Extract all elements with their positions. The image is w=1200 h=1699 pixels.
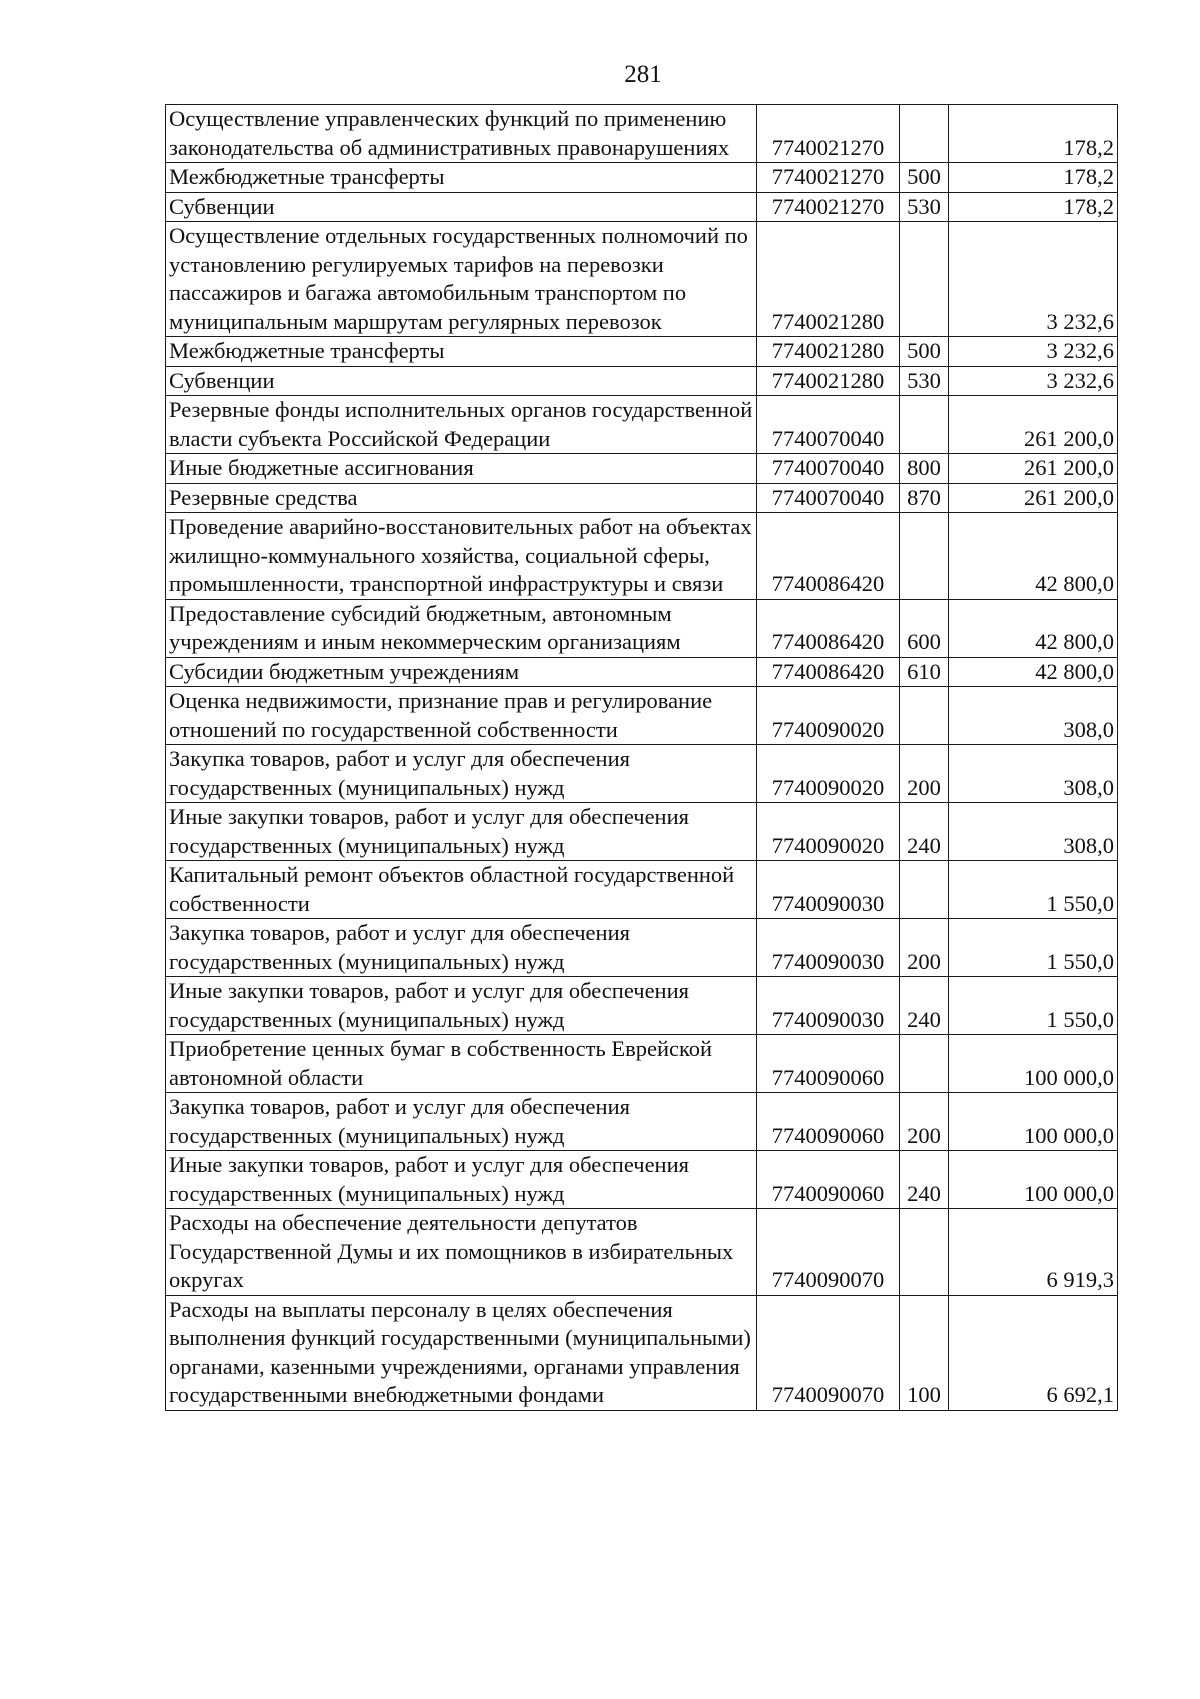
table-row <box>166 745 1118 803</box>
row-name: Иные закупки товаров, работ и услуг для обеспечения государственных (муниципальных) нужд <box>166 803 757 861</box>
row-expense-type <box>900 105 949 163</box>
row-name: Резервные фонды исполнительных органов государственной власти субъекта Российской Федерации <box>166 396 757 454</box>
table-row <box>166 1035 1118 1093</box>
row-expense-type <box>900 396 949 454</box>
row-amount: 3 232,6 <box>949 222 1118 337</box>
row-expense-type <box>900 1035 949 1093</box>
table-row <box>166 454 1118 484</box>
row-target-code: 7740090060 <box>757 1035 900 1093</box>
row-target-code: 7740090070 <box>757 1295 900 1410</box>
row-amount: 42 800,0 <box>949 513 1118 600</box>
row-target-code: 7740090030 <box>757 861 900 919</box>
row-name: Субвенции <box>166 192 757 222</box>
row-target-code: 7740021280 <box>757 366 900 396</box>
table-row <box>166 222 1118 337</box>
budget-table-body <box>166 105 1118 1411</box>
row-name: Иные закупки товаров, работ и услуг для обеспечения государственных (муниципальных) нужд <box>166 1151 757 1209</box>
row-amount: 261 200,0 <box>949 454 1118 484</box>
row-expense-type: 600 <box>900 599 949 657</box>
row-amount: 3 232,6 <box>949 337 1118 367</box>
row-amount: 100 000,0 <box>949 1093 1118 1151</box>
row-name: Приобретение ценных бумаг в собственность Еврейской автономной области <box>166 1035 757 1093</box>
row-expense-type: 530 <box>900 366 949 396</box>
row-name: Капитальный ремонт объектов областной государственной собственности <box>166 861 757 919</box>
row-amount: 261 200,0 <box>949 396 1118 454</box>
table-row <box>166 919 1118 977</box>
row-name: Закупка товаров, работ и услуг для обеспечения государственных (муниципальных) нужд <box>166 919 757 977</box>
row-amount: 1 550,0 <box>949 861 1118 919</box>
row-target-code: 7740021280 <box>757 222 900 337</box>
row-expense-type: 240 <box>900 977 949 1035</box>
table-row <box>166 657 1118 687</box>
row-amount: 1 550,0 <box>949 977 1118 1035</box>
table-row <box>166 803 1118 861</box>
table-row <box>166 687 1118 745</box>
row-name: Иные закупки товаров, работ и услуг для обеспечения государственных (муниципальных) нужд <box>166 977 757 1035</box>
row-expense-type: 200 <box>900 919 949 977</box>
table-row <box>166 599 1118 657</box>
row-expense-type <box>900 222 949 337</box>
row-name: Субсидии бюджетным учреждениям <box>166 657 757 687</box>
row-name: Субвенции <box>166 366 757 396</box>
row-target-code: 7740086420 <box>757 513 900 600</box>
table-row <box>166 861 1118 919</box>
row-name: Расходы на обеспечение деятельности депутатов Государственной Думы и их помощников в избирательных округах <box>166 1209 757 1296</box>
table-row <box>166 1093 1118 1151</box>
row-expense-type: 240 <box>900 803 949 861</box>
row-expense-type: 200 <box>900 745 949 803</box>
row-amount: 3 232,6 <box>949 366 1118 396</box>
page-number: 281 <box>624 61 662 88</box>
table-row <box>166 1295 1118 1410</box>
row-name: Межбюджетные трансферты <box>166 163 757 193</box>
row-amount: 6 692,1 <box>949 1295 1118 1410</box>
row-expense-type: 610 <box>900 657 949 687</box>
row-expense-type: 200 <box>900 1093 949 1151</box>
table-row <box>166 192 1118 222</box>
table-row <box>166 163 1118 193</box>
row-target-code: 7740090020 <box>757 745 900 803</box>
row-target-code: 7740070040 <box>757 483 900 513</box>
row-name: Закупка товаров, работ и услуг для обеспечения государственных (муниципальных) нужд <box>166 745 757 803</box>
row-amount: 308,0 <box>949 745 1118 803</box>
row-target-code: 7740070040 <box>757 396 900 454</box>
row-name: Иные бюджетные ассигнования <box>166 454 757 484</box>
row-target-code: 7740086420 <box>757 599 900 657</box>
row-amount: 100 000,0 <box>949 1035 1118 1093</box>
table-row <box>166 483 1118 513</box>
table-row <box>166 396 1118 454</box>
row-target-code: 7740090030 <box>757 919 900 977</box>
row-expense-type: 870 <box>900 483 949 513</box>
row-target-code: 7740021270 <box>757 105 900 163</box>
row-target-code: 7740021280 <box>757 337 900 367</box>
row-amount: 1 550,0 <box>949 919 1118 977</box>
row-expense-type: 500 <box>900 337 949 367</box>
row-amount: 178,2 <box>949 163 1118 193</box>
row-target-code: 7740090030 <box>757 977 900 1035</box>
row-target-code: 7740090070 <box>757 1209 900 1296</box>
row-expense-type: 500 <box>900 163 949 193</box>
row-amount: 261 200,0 <box>949 483 1118 513</box>
row-target-code: 7740090020 <box>757 803 900 861</box>
row-target-code: 7740021270 <box>757 192 900 222</box>
row-expense-type: 800 <box>900 454 949 484</box>
table-row <box>166 1151 1118 1209</box>
row-target-code: 7740086420 <box>757 657 900 687</box>
row-expense-type: 100 <box>900 1295 949 1410</box>
row-target-code: 7740090060 <box>757 1093 900 1151</box>
row-amount: 178,2 <box>949 192 1118 222</box>
row-expense-type <box>900 861 949 919</box>
row-name: Межбюджетные трансферты <box>166 337 757 367</box>
row-amount: 6 919,3 <box>949 1209 1118 1296</box>
row-amount: 42 800,0 <box>949 599 1118 657</box>
row-target-code: 7740070040 <box>757 454 900 484</box>
row-name: Резервные средства <box>166 483 757 513</box>
row-name: Расходы на выплаты персоналу в целях обеспечения выполнения функций государственными (муниципальными) органами, казенными учреждениями, органами управления государственными внебюджетными фондами <box>166 1295 757 1410</box>
row-target-code: 7740090020 <box>757 687 900 745</box>
row-expense-type <box>900 513 949 600</box>
row-target-code: 7740090060 <box>757 1151 900 1209</box>
row-name: Закупка товаров, работ и услуг для обеспечения государственных (муниципальных) нужд <box>166 1093 757 1151</box>
table-row <box>166 366 1118 396</box>
row-name: Проведение аварийно-восстановительных работ на объектах жилищно-коммунального хозяйства, социальной сферы, промышленности, транспортной инфраструктуры и связи <box>166 513 757 600</box>
row-expense-type: 240 <box>900 1151 949 1209</box>
row-name: Предоставление субсидий бюджетным, автономным учреждениям и иным некоммерческим организациям <box>166 599 757 657</box>
row-expense-type <box>900 687 949 745</box>
table-row <box>166 513 1118 600</box>
row-amount: 42 800,0 <box>949 657 1118 687</box>
table-row <box>166 1209 1118 1296</box>
row-expense-type <box>900 1209 949 1296</box>
row-amount: 100 000,0 <box>949 1151 1118 1209</box>
table-row <box>166 337 1118 367</box>
row-amount: 308,0 <box>949 803 1118 861</box>
row-amount: 178,2 <box>949 105 1118 163</box>
row-name: Осуществление управленческих функций по применению законодательства об административных правонарушениях <box>166 105 757 163</box>
row-target-code: 7740021270 <box>757 163 900 193</box>
row-name: Оценка недвижимости, признание прав и регулирование отношений по государственной собственности <box>166 687 757 745</box>
budget-table <box>165 104 1118 1411</box>
row-name: Осуществление отдельных государственных полномочий по установлению регулируемых тарифов на перевозки пассажиров и багажа автомобильным транспортом по муниципальным маршрутам регулярных перевозок <box>166 222 757 337</box>
table-row <box>166 977 1118 1035</box>
row-amount: 308,0 <box>949 687 1118 745</box>
table-row <box>166 105 1118 163</box>
row-expense-type: 530 <box>900 192 949 222</box>
